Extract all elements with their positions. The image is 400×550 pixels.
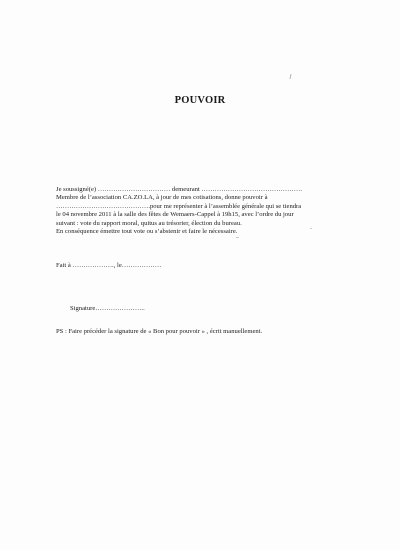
paragraph-line: Je soussigné(e) …………………………… demeurant ………………………………………. <box>56 186 302 193</box>
paragraph-line: suivant : vote du rapport moral, quitus au trésorier, élection du bureau. <box>56 219 242 227</box>
scan-speck <box>310 228 312 229</box>
document-title: POUVOIR <box>174 95 226 106</box>
paragraph-line: Membre de l’association CA.ZO.LA, à jour de mes cotisations, donne pouvoir à <box>56 194 268 202</box>
paragraph-line: En conséquence émettre tout vote ou s’abstenir et faire le nécessaire. <box>56 228 238 236</box>
paragraph-line: …………………………………….pour me représenter à l’assemblée générale qui se tiendra <box>56 202 302 210</box>
scan-mark <box>289 74 291 79</box>
postscript-note: PS : Faire précéder la signature de « Bon pour pouvoir » , écrit manuellement. <box>56 328 263 335</box>
signature-line: Signature………………….. <box>70 305 145 312</box>
scan-speck <box>236 237 239 238</box>
place-date-line: Fait à ………………., le……………… <box>56 262 162 269</box>
paragraph-line: le 04 novembre 2011 à la salle des fêtes de Wemaers-Cappel à 19h15, avec l’ordre du jour <box>56 211 294 219</box>
